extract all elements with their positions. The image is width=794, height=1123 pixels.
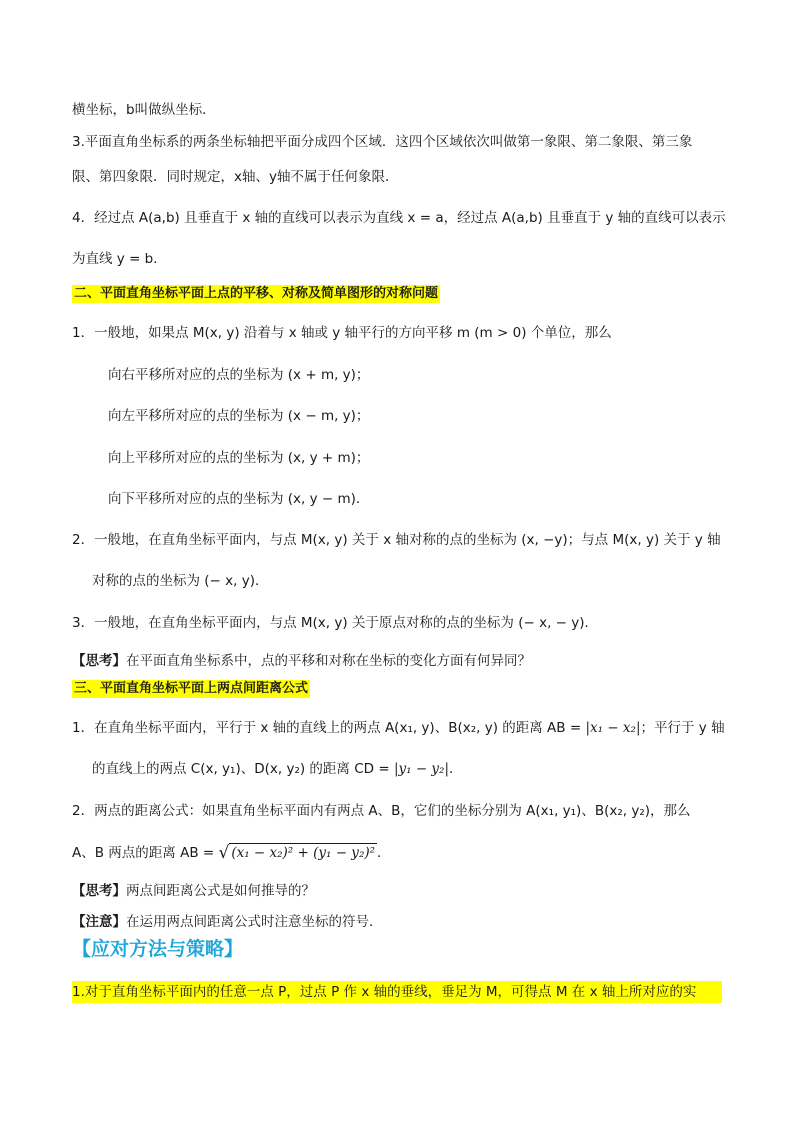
- text-line: 3.平面直角坐标系的两条坐标轴把平面分成四个区域．这四个区域依次叫做第一象限、第二象限、第三象: [72, 134, 693, 150]
- distance-text: ．: [449, 761, 463, 777]
- think-paragraph: [72, 651, 531, 671]
- section-heading-distance: 三、平面直角坐标平面上两点间距离公式: [74, 681, 309, 696]
- think-paragraph: [72, 881, 315, 901]
- text-line: 2．两点的距离公式：如果直角坐标平面内有两点 A、B，它们的坐标分别为 A(x₁, y₁)、B(x₂, y₂)，那么: [72, 803, 691, 819]
- distance-text: ；平行于 y 轴: [640, 720, 725, 736]
- square-root-formula: √ (x₁ − x₂)² + (y₁ − y₂)²: [218, 843, 376, 863]
- distance-text: A、B 两点的距离 AB =: [72, 845, 219, 861]
- text-line: 横坐标，b叫做纵坐标．: [72, 102, 216, 118]
- text-line: 4．经过点 A(a,b) 且垂直于 x 轴的直线可以表示为直线 x = a，经过点 A(a,b) 且垂直于 y 轴的直线可以表示: [72, 210, 726, 226]
- text-line: 的直线上的两点 C(x, y₁)、D(x, y₂) 的距离 CD = |y₁ − y₂|．: [92, 761, 463, 777]
- think-text: 两点间距离公式是如何推导的？: [126, 883, 315, 899]
- note-paragraph: [72, 912, 383, 932]
- text-line: 限、第四象限．同时规定，x轴、y轴不属于任何象限．: [72, 169, 399, 185]
- text-line: 对称的点的坐标为 (− x, y)．: [92, 573, 269, 589]
- text-line: [72, 843, 391, 863]
- text-line: 向右平移所对应的点的坐标为 (x + m, y)；: [108, 367, 370, 383]
- abs-expression: x₁ − x₂: [590, 720, 636, 736]
- text-line: 向左平移所对应的点的坐标为 (x − m, y)；: [108, 408, 370, 424]
- abs-expression: y₁ − y₂: [398, 761, 445, 777]
- section-heading-translation: 二、平面直角坐标平面上点的平移、对称及简单图形的对称问题: [74, 286, 439, 301]
- think-text: 在平面直角坐标系中，点的平移和对称在坐标的变化方面有何异同？: [126, 653, 531, 669]
- distance-text: 的直线上的两点 C(x, y₁)、D(x, y₂) 的距离 CD =: [92, 761, 394, 777]
- think-tag: 【思考】: [72, 653, 126, 669]
- text-line: 1．一般地，如果点 M(x, y) 沿着与 x 轴或 y 轴平行的方向平移 m (m > 0) 个单位，那么: [72, 325, 612, 341]
- text-line: 为直线 y = b．: [72, 251, 167, 267]
- text-line: 2．一般地，在直角坐标平面内，与点 M(x, y) 关于 x 轴对称的点的坐标为 (x, −y)；与点 M(x, y) 关于 y 轴: [72, 532, 721, 548]
- radicand: (x₁ − x₂)² + (y₁ − y₂)²: [231, 845, 376, 861]
- think-tag: 【思考】: [72, 883, 126, 899]
- distance-text: 1．在直角坐标平面内，平行于 x 轴的直线上的两点 A(x₁, y)、B(x₂, y) 的距离 AB =: [72, 720, 586, 736]
- note-text: 在运用两点间距离公式时注意坐标的符号．: [126, 914, 383, 930]
- strategy-heading: 【应对方法与策略】: [72, 938, 244, 960]
- strategy-highlighted-line: 1.对于直角坐标平面内的任意一点 P，过点 P 作 x 轴的垂线，垂足为 M，可得点 M 在 x 轴上所对应的实: [72, 981, 722, 1003]
- text-line: 向下平移所对应的点的坐标为 (x, y − m)．: [108, 491, 370, 507]
- text-line: 1．在直角坐标平面内，平行于 x 轴的直线上的两点 A(x₁, y)、B(x₂, y) 的距离 AB = |x₁ − x₂|；平行于 y 轴: [72, 720, 725, 736]
- note-tag: 【注意】: [72, 914, 126, 930]
- text-line: 3．一般地，在直角坐标平面内，与点 M(x, y) 关于原点对称的点的坐标为 (− x, − y)．: [72, 615, 599, 631]
- distance-text: ．: [377, 845, 391, 861]
- text-line: 向上平移所对应的点的坐标为 (x, y + m)；: [108, 450, 370, 466]
